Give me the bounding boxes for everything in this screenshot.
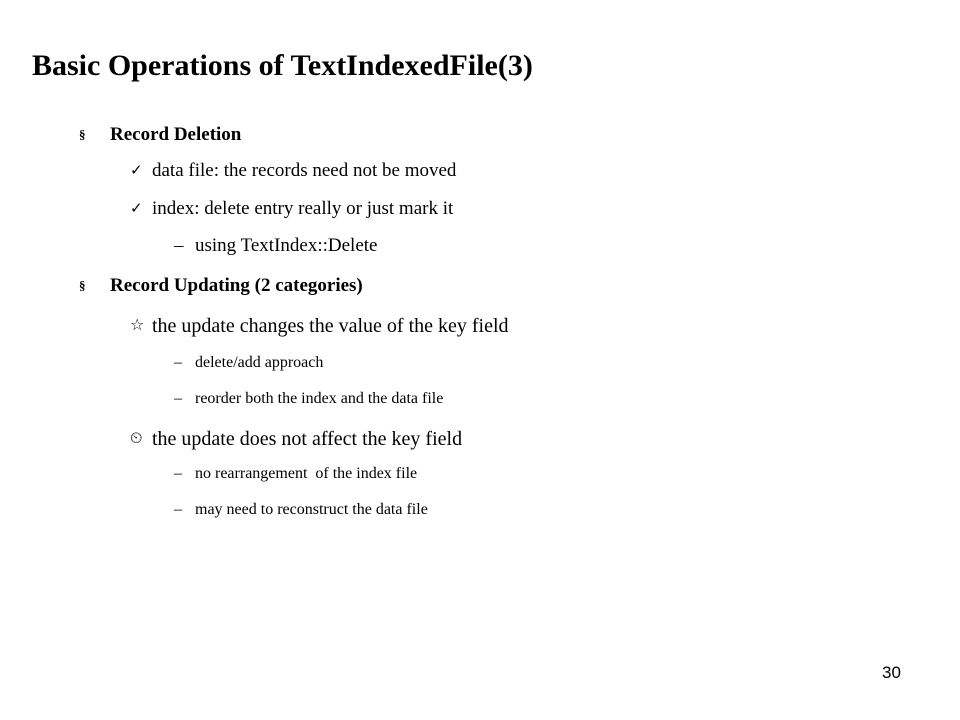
sub-item-label: no rearrangement of the index file <box>195 465 418 482</box>
section-bullet-icon: § <box>79 127 86 142</box>
dash-bullet-icon: – <box>174 501 182 518</box>
section-bullet-icon: § <box>79 278 86 293</box>
sub-item-label: may need to reconstruct the data file <box>195 501 428 518</box>
dash-bullet-icon: – <box>174 354 182 371</box>
dash-bullet-icon: – <box>174 465 182 482</box>
page-number: 30 <box>882 663 901 682</box>
case-item-label: the update does not affect the key field <box>152 428 463 450</box>
star-icon: ☆ <box>130 315 145 334</box>
sub-item-label: reorder both the index and the data file <box>195 390 444 407</box>
dash-bullet-icon: – <box>174 390 182 407</box>
checkmark-icon: ✓ <box>130 199 143 217</box>
timer-icon: ⏲ <box>130 428 143 447</box>
case-item-label: the update changes the value of the key field <box>152 315 509 337</box>
dash-bullet-icon: – <box>174 235 184 256</box>
sub-item-label: delete/add approach <box>195 354 324 371</box>
sub-item-label: using TextIndex::Delete <box>195 235 378 256</box>
list-item-label: index: delete entry really or just mark it <box>152 198 454 219</box>
slide-title: Basic Operations of TextIndexedFile(3) <box>32 49 533 82</box>
section-heading-label: Record Deletion <box>110 124 242 145</box>
list-item-label: data file: the records need not be moved <box>152 160 457 181</box>
section-heading-label: Record Updating (2 categories) <box>110 275 363 296</box>
checkmark-icon: ✓ <box>130 161 143 179</box>
